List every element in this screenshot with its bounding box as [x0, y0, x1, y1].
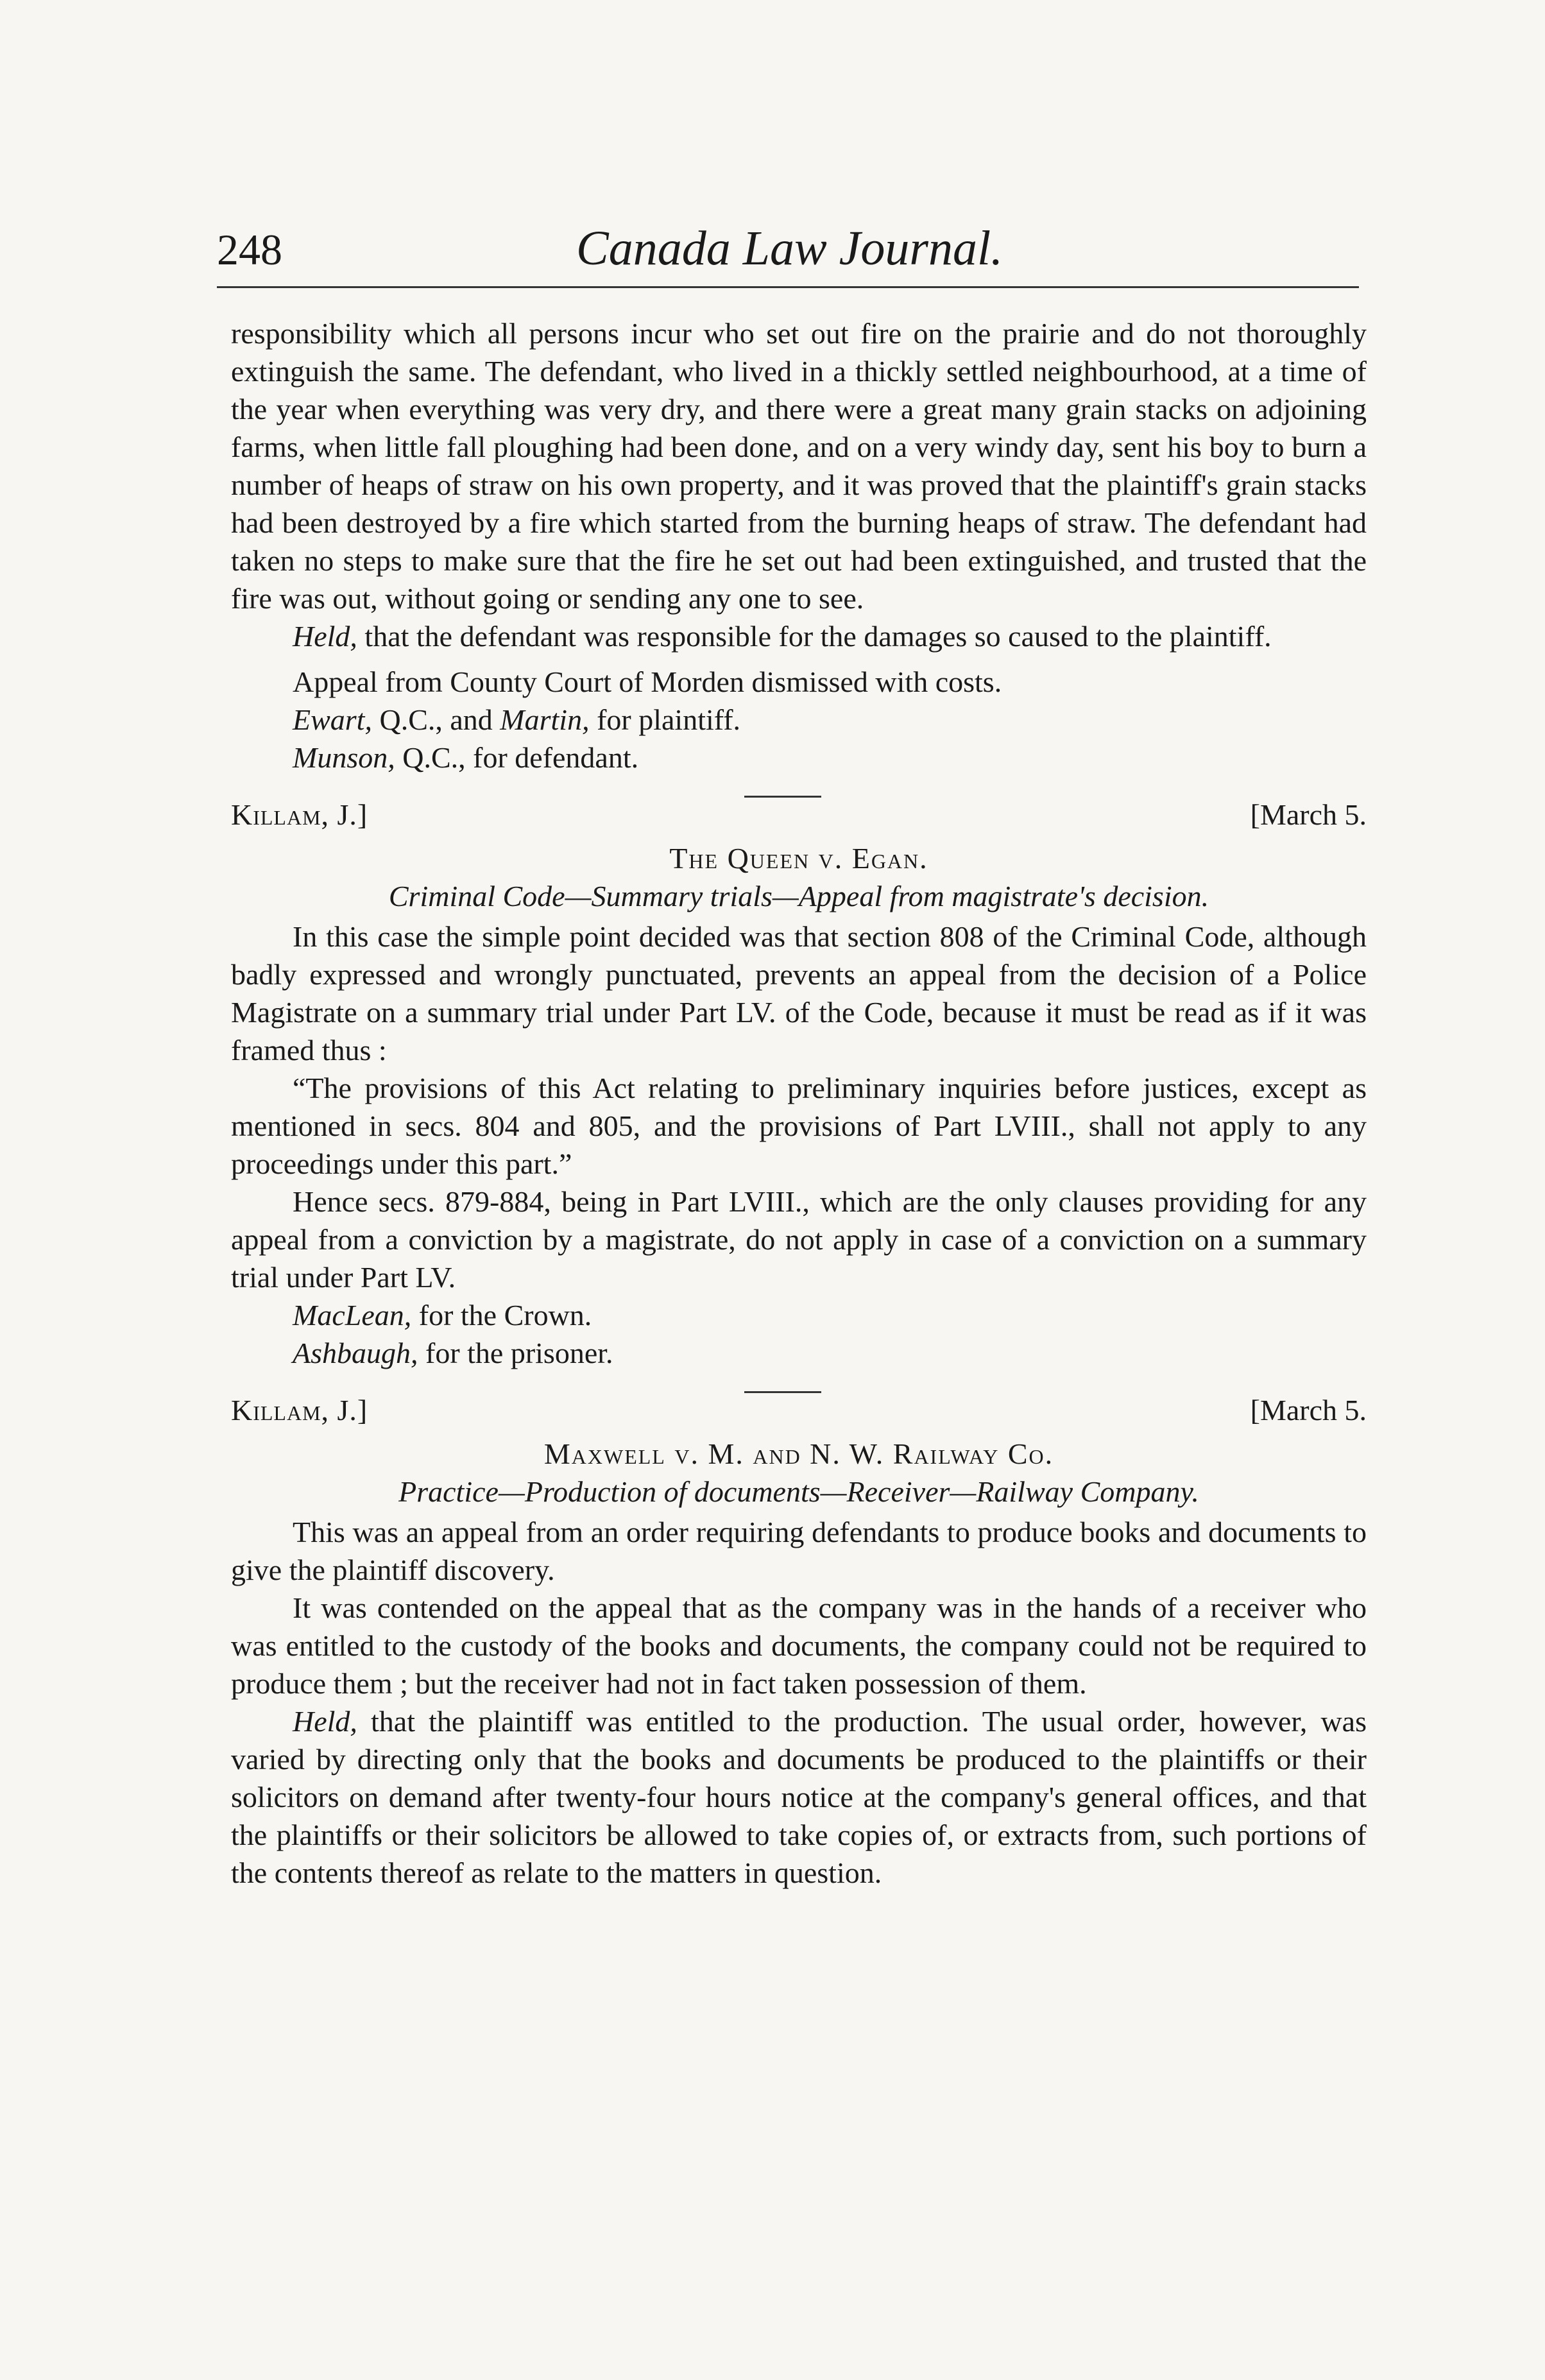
case2-headnote: Criminal Code—Summary trials—Appeal from magistrate's decision.	[388, 880, 1209, 912]
case-date: [March 5.	[1250, 1394, 1367, 1426]
case3-title: Maxwell v. M. and N. W. Railway Co.	[543, 1437, 1054, 1470]
counsel-name: Martin,	[500, 703, 590, 736]
section-divider	[744, 1391, 821, 1393]
counsel-text: Q.C., for defendant.	[395, 741, 639, 774]
counsel-name: MacLean,	[293, 1299, 412, 1331]
case1-held	[231, 617, 1367, 655]
case2-counsel-prisoner	[231, 1334, 1367, 1372]
page-header	[217, 221, 1359, 295]
case3-paragraph: It was contended on the appeal that as the company was in the hands of a receiver who was entitled to the custody of the books and documents, the company could not be required to produce them ; but the receiver had not in fact taken possession of them.	[231, 1591, 1367, 1700]
counsel-name: Ashbaugh,	[293, 1337, 418, 1369]
counsel-name: Ewart,	[293, 703, 372, 736]
section-divider	[744, 796, 821, 798]
header-rule	[217, 286, 1359, 288]
case2-quote: “The provisions of this Act relating to preliminary inquiries before justices, except as mentioned in secs. 804 and 805, and the provisions of Part LVIII., shall not apply to any proceedings under this part.”	[231, 1072, 1367, 1180]
case2-paragraph: Hence secs. 879-884, being in Part LVIII., which are the only clauses providing for any appeal from a conviction by a magistrate, do not apply in case of a conviction on a summary trial under Part LV.	[231, 1185, 1367, 1294]
held-label: Held,	[293, 620, 357, 653]
counsel-text: Q.C., and	[371, 703, 500, 736]
case2-paragraph: In this case the simple point decided was that section 808 of the Criminal Code, although badly expressed and wrongly punctuated, prevents an appeal from the decision of a Police Magistrate on a summary trial under Part LV. of the Code, because it must be read as if it was framed thus :	[231, 920, 1367, 1066]
case1-appeal: Appeal from County Court of Morden dismissed with costs.	[293, 665, 1002, 698]
case2-title: The Queen v. Egan.	[669, 842, 928, 875]
case1-paragraph: responsibility which all persons incur who set out fire on the prairie and do not thoroughly extinguish the same. The defendant, who lived in a thickly settled neighbourhood, at a time of the year when everything was very dry, and there were a great many grain stacks on adjoining farms, when little fall ploughing had been done, and on a very windy day, sent his boy to burn a number of heaps of straw on his own property, and it was proved that the plaintiff's grain stacks had been destroyed by a fire which started from the burning heaps of straw. The defendant had taken no steps to make sure that the fire he set out had been extinguished, and trusted that the fire was out, without going or sending any one to see.	[231, 317, 1367, 615]
case2-heading	[231, 792, 1367, 837]
held-text: that the defendant was responsible for the damages so caused to the plaintiff.	[357, 620, 1272, 653]
case1-counsel-plaintiff	[231, 701, 1367, 739]
counsel-name: Munson,	[293, 741, 395, 774]
case3-heading	[231, 1387, 1367, 1432]
judge-name: Killam, J.]	[231, 798, 368, 831]
case3-paragraph: This was an appeal from an order requiring defendants to produce books and documents to give the plaintiff discovery.	[231, 1516, 1367, 1586]
counsel-text: for plaintiff.	[589, 703, 741, 736]
case3-held	[231, 1702, 1367, 1892]
running-title: Canada Law Journal.	[576, 221, 1003, 275]
page-number: 248	[217, 225, 282, 274]
case1-counsel-defendant	[231, 739, 1367, 776]
case-date: [March 5.	[1250, 798, 1367, 831]
counsel-text: for the prisoner.	[418, 1337, 613, 1369]
held-text: that the plaintiff was entitled to the production. The usual order, however, was varied by directing only that the books and documents be produced to the plaintiffs or their solicitors on demand after twenty-four hours notice at the company's general offices, and that the plaintiffs or their solicitors be allowed to take copies of, or extracts from, such portions of the contents thereof as relate to the matters in question.	[231, 1705, 1367, 1889]
case2-counsel-crown	[231, 1296, 1367, 1334]
case3-headnote: Practice—Production of documents—Receiver—Railway Company.	[398, 1475, 1199, 1508]
held-label: Held,	[293, 1705, 357, 1738]
judge-name: Killam, J.]	[231, 1394, 368, 1426]
page-body	[231, 314, 1367, 1892]
counsel-text: for the Crown.	[411, 1299, 592, 1331]
